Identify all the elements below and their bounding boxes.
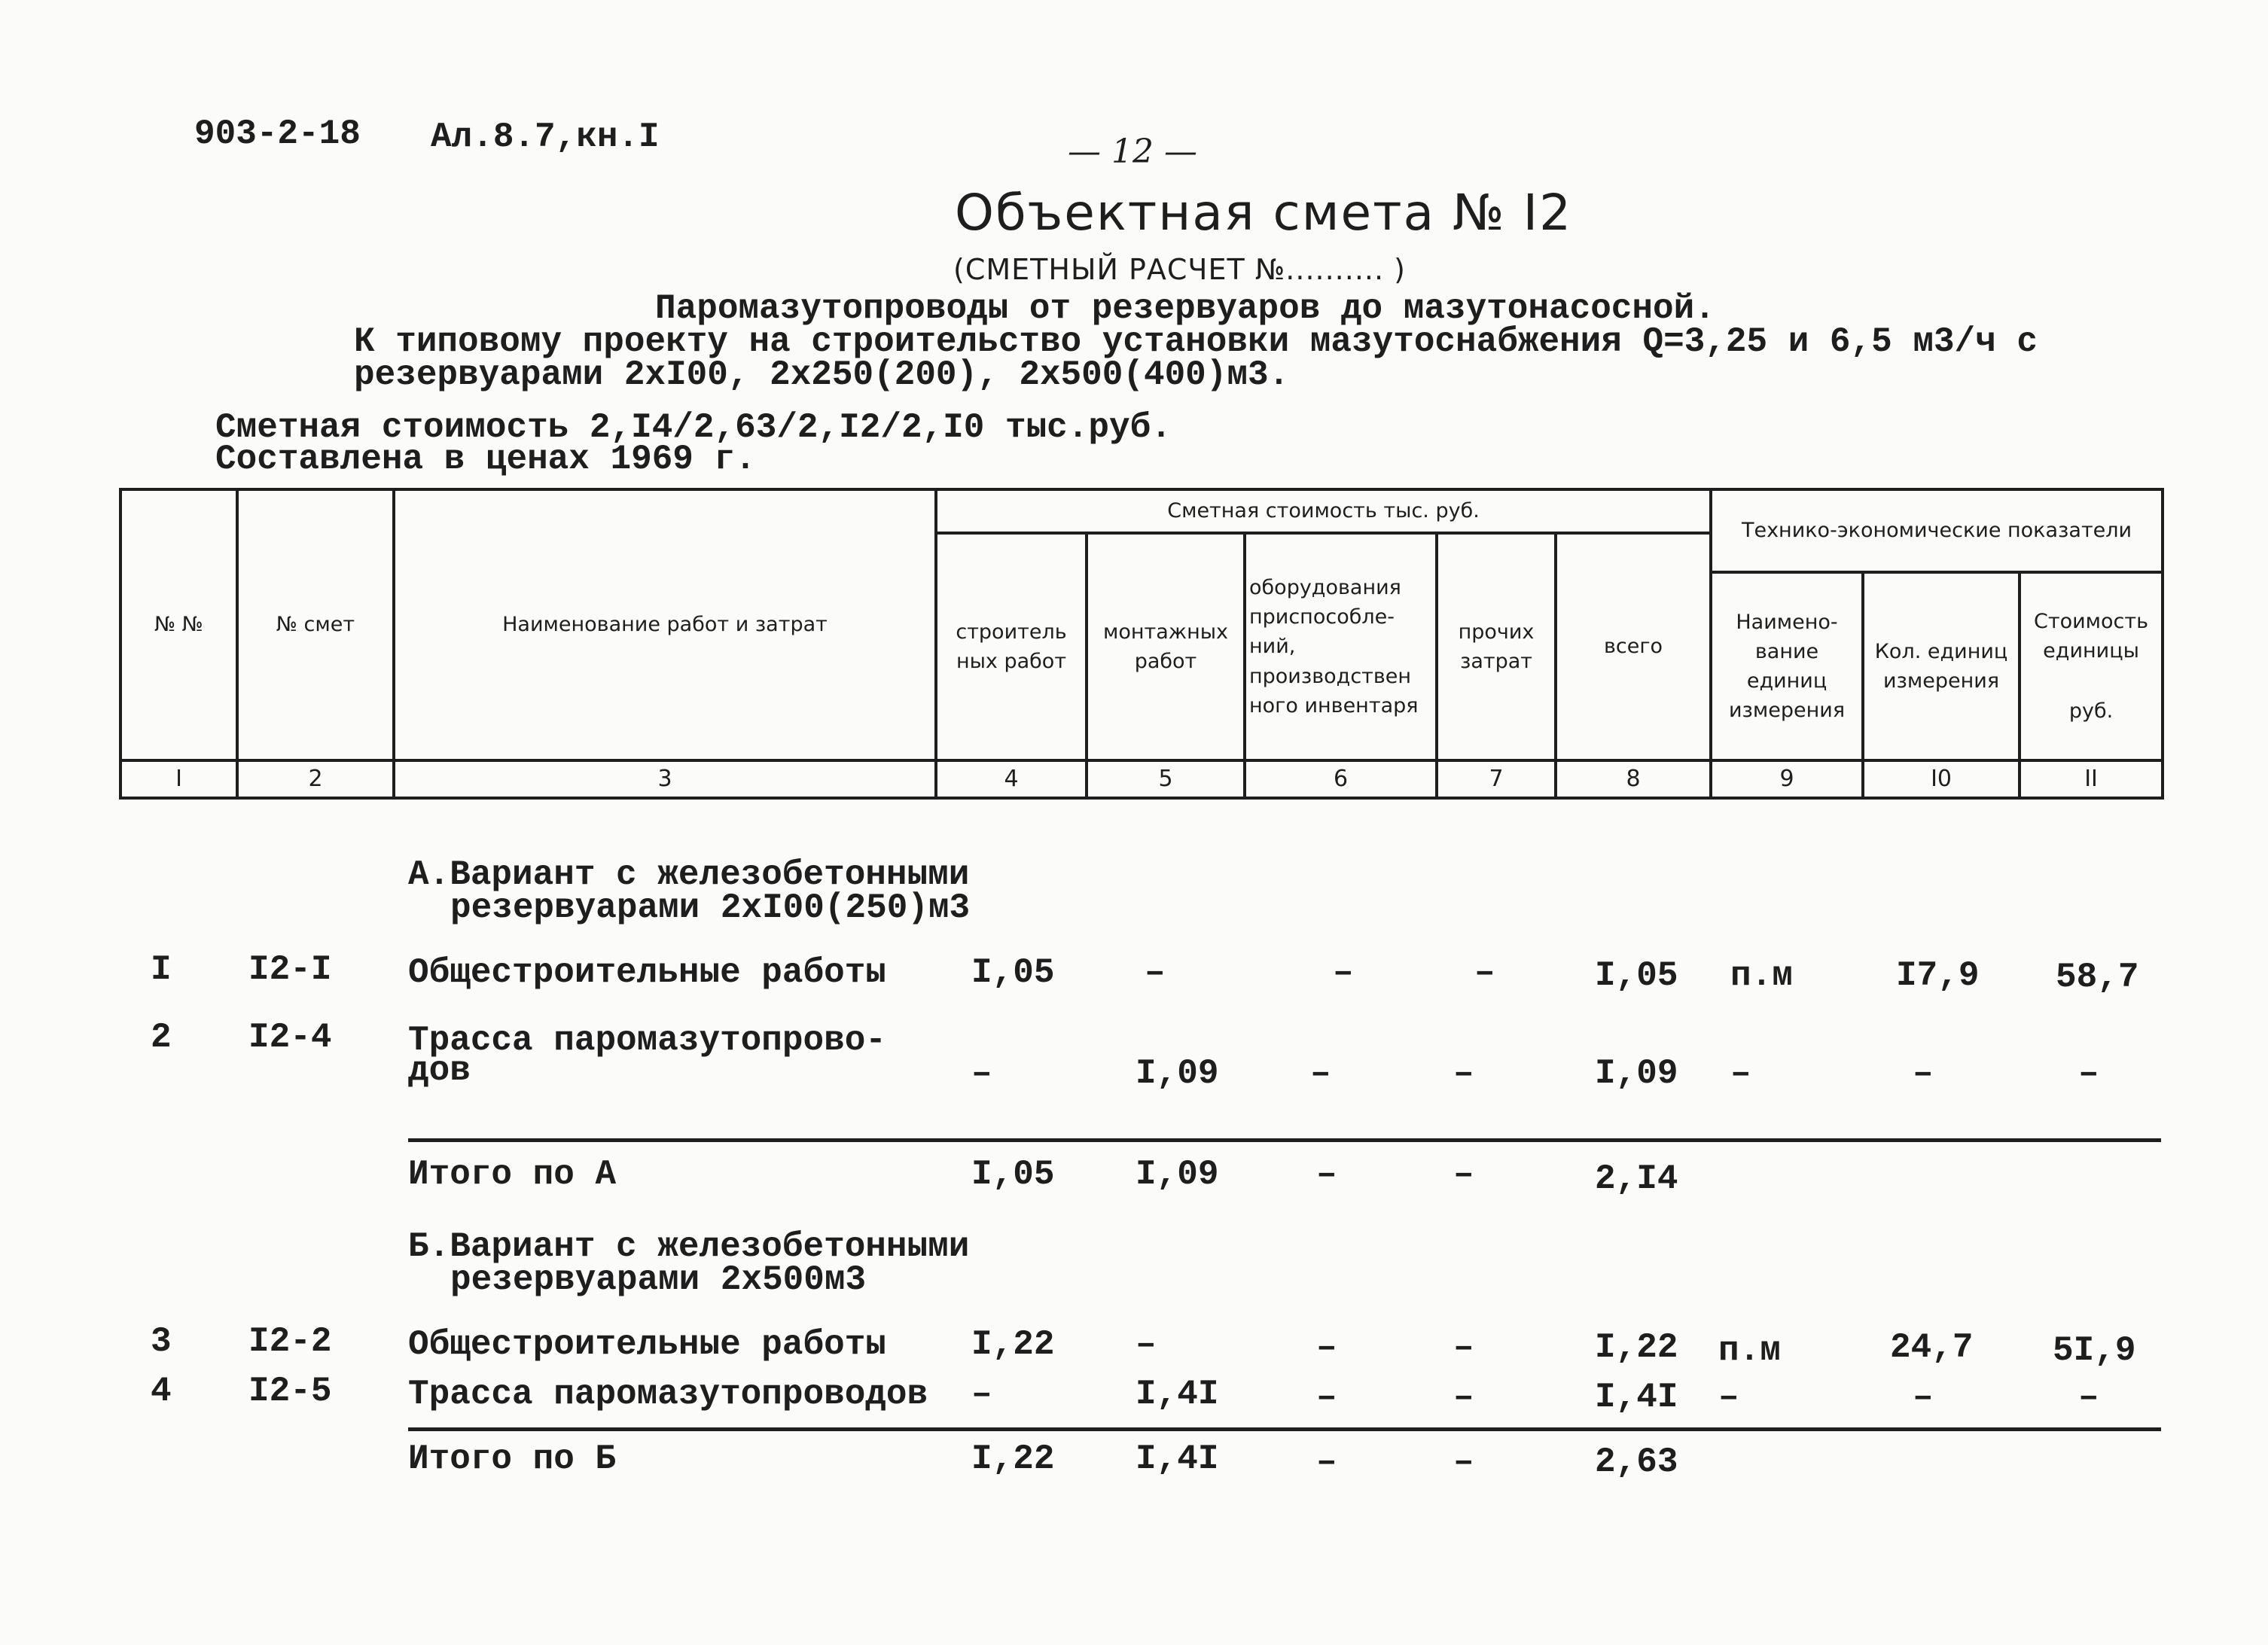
row-name-continued: дов [408, 1051, 471, 1090]
row-unit-qty: 24,7 [1890, 1328, 1974, 1367]
row-unit-name: п.м [1718, 1331, 1781, 1370]
row-unit-name: – [1730, 1054, 1751, 1093]
page-title: Объектная смета № I2 [955, 184, 1573, 242]
row-installation: I,4I [1136, 1375, 1219, 1414]
total-b-label: Итого по Б [408, 1439, 617, 1479]
col-number: 8 [1556, 760, 1711, 798]
row-equipment: – [1316, 1378, 1337, 1417]
col-number: I [120, 760, 237, 798]
row-no: 3 [151, 1322, 172, 1361]
row-total: I,09 [1595, 1054, 1678, 1093]
row-smeta: I2-5 [248, 1372, 332, 1411]
total-b-sum: 2,63 [1595, 1442, 1678, 1482]
total-a-other: – [1453, 1155, 1474, 1194]
col-header-smeta: № смет [237, 489, 394, 760]
col-number: 3 [394, 760, 936, 798]
row-no: 4 [151, 1372, 172, 1411]
estimated-cost: Сметная стоимость 2,I4/2,63/2,I2/2,I0 тыс.руб. [215, 408, 1172, 447]
row-equipment: – [1310, 1054, 1331, 1093]
estimate-header-table [119, 488, 2164, 800]
total-b-installation: I,4I [1136, 1439, 1219, 1479]
total-b-construction: I,22 [971, 1439, 1055, 1479]
row-unit-cost: – [2078, 1054, 2099, 1093]
total-a-construction: I,05 [971, 1155, 1055, 1194]
total-a-installation: I,09 [1136, 1155, 1219, 1194]
total-b-other: – [1453, 1442, 1474, 1482]
col-number: 5 [1087, 760, 1245, 798]
col-header-name: Наименование работ и затрат [394, 489, 936, 760]
col-number: 9 [1711, 760, 1863, 798]
col-number: 2 [237, 760, 394, 798]
total-divider [408, 1138, 2161, 1142]
group-header-tech: Технико-экономические показатели [1711, 489, 2163, 572]
row-equipment: – [1316, 1328, 1337, 1367]
row-unit-cost: 58,7 [2056, 958, 2139, 997]
section-a-subtitle: резервуарами 2хI00(250)м3 [450, 888, 971, 928]
row-unit-qty: – [1913, 1378, 1934, 1417]
row-other: – [1453, 1378, 1474, 1417]
subtitle-line-3: резервуарами 2хI00, 2х250(200), 2х500(400)м3. [354, 355, 1290, 394]
col-number: 6 [1245, 760, 1437, 798]
col-number: 7 [1437, 760, 1556, 798]
row-name: Трасса паромазутопроводов [408, 1375, 928, 1414]
row-unit-cost: 5I,9 [2053, 1331, 2136, 1370]
section-b-title: Б.Вариант с железобетонными [408, 1227, 970, 1266]
col-header-total: всего [1556, 533, 1711, 760]
total-divider [408, 1427, 2161, 1431]
row-equipment: – [1333, 953, 1354, 992]
group-header-cost: Сметная стоимость тыс. руб. [936, 489, 1711, 533]
page-number: — 12 — [1068, 133, 1197, 171]
subtitle-line-2: К типовому проекту на строительство установки мазутоснабжения Q=3,25 и 6,5 м3/ч с [354, 322, 2038, 361]
row-total: I,05 [1595, 956, 1678, 995]
row-other: – [1453, 1328, 1474, 1367]
row-no: I [151, 950, 172, 989]
col-number: II [2020, 760, 2163, 798]
row-unit-cost: – [2078, 1378, 2099, 1417]
unit-cost-label: Стоимость единицы [2034, 610, 2149, 663]
row-name: Трасса паромазутопрово- [408, 1021, 886, 1060]
row-smeta: I2-4 [248, 1018, 332, 1057]
row-unit-name: п.м [1730, 956, 1793, 995]
row-smeta: I2-2 [248, 1322, 332, 1361]
row-other: – [1474, 953, 1495, 992]
col-header-unit-qty: Кол. единиц измерения [1863, 572, 2020, 760]
col-header-unit-cost [2020, 572, 2163, 760]
total-a-sum: 2,I4 [1595, 1159, 1678, 1199]
row-unit-qty: I7,9 [1896, 956, 1980, 995]
row-installation: I,09 [1136, 1054, 1219, 1093]
row-unit-qty: – [1913, 1054, 1934, 1093]
row-installation: – [1145, 953, 1166, 992]
row-construction: – [971, 1375, 992, 1414]
calculation-number: (СМЕТНЫЙ РАСЧЕТ №.......... ) [953, 253, 1406, 286]
row-name: Общестроительные работы [408, 1325, 886, 1364]
col-header-other: прочих затрат [1437, 533, 1556, 760]
total-a-label: Итого по А [408, 1155, 617, 1194]
row-smeta: I2-I [248, 950, 332, 989]
row-unit-name: – [1718, 1378, 1739, 1417]
row-construction: – [971, 1054, 992, 1093]
subtitle-line-1: Паромазутопроводы от резервуаров до мазутонасосной. [655, 289, 1715, 328]
unit-cost-currency: руб. [2068, 699, 2114, 723]
col-header-unit-name: Наимено- вание единиц измерения [1711, 572, 1863, 760]
col-number: I0 [1863, 760, 2020, 798]
section-b-subtitle: резервуарами 2х500м3 [450, 1260, 867, 1299]
row-construction: I,05 [971, 953, 1055, 992]
row-other: – [1453, 1054, 1474, 1093]
row-installation: – [1136, 1325, 1157, 1364]
row-total: I,22 [1595, 1328, 1678, 1367]
document-code: 903-2-18 [194, 114, 361, 154]
section-a-title: А.Вариант с железобетонными [408, 855, 970, 894]
row-no: 2 [151, 1018, 172, 1057]
total-b-equipment: – [1316, 1442, 1337, 1482]
total-a-equipment: – [1316, 1155, 1337, 1194]
col-header-equipment: оборудования приспособле- ний, производствен ного инвентаря [1245, 533, 1437, 760]
row-total: I,4I [1595, 1378, 1678, 1417]
row-construction: I,22 [971, 1325, 1055, 1364]
col-number: 4 [936, 760, 1087, 798]
col-header-installation: монтажных работ [1087, 533, 1245, 760]
album-reference: Ал.8.7,кн.I [431, 117, 660, 157]
price-basis: Составлена в ценах 1969 г. [215, 440, 756, 479]
col-header-construction: строитель ных работ [936, 533, 1087, 760]
col-header-no: № № [120, 489, 237, 760]
row-name: Общестроительные работы [408, 953, 886, 992]
